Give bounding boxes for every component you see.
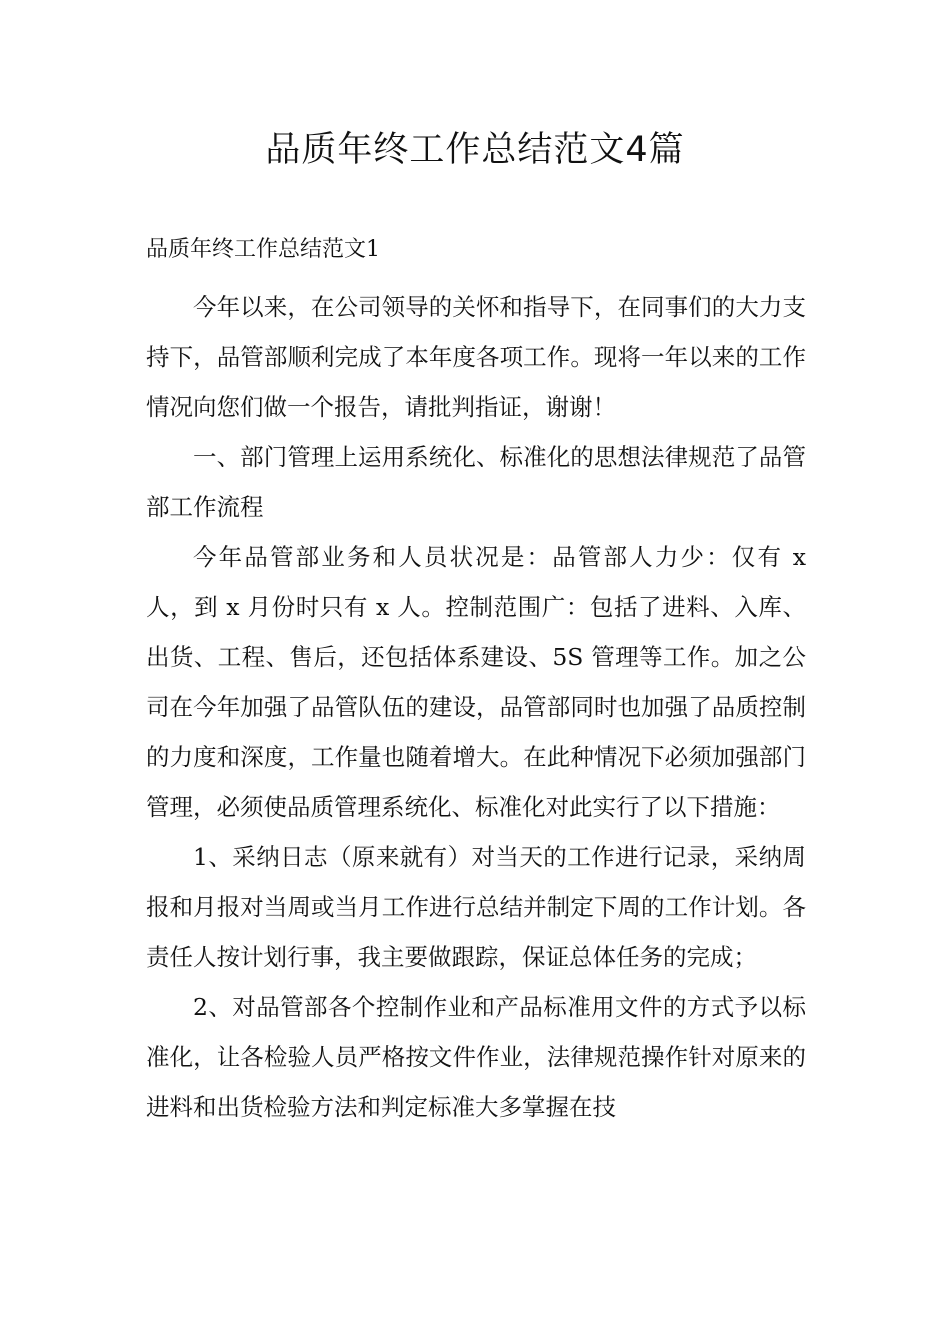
paragraph-measure-1: 1、采纳日志（原来就有）对当天的工作进行记录，采纳周报和月报对当周或当月工作进行总结并制定下周的工作计划。各责任人按计划行事，我主要做跟踪，保证总体任务的完成； — [146, 843, 806, 971]
paragraph-section-one-heading: 一、部门管理上运用系统化、标准化的思想法律规范了品管部工作流程 — [146, 443, 806, 521]
paragraph-measure-2: 2、对品管部各个控制作业和产品标准用文件的方式予以标准化，让各检验人员严格按文件作业，法律规范操作针对原来的进料和出货检验方法和判定标准大多掌握在技 — [146, 993, 806, 1121]
paragraph-intro: 今年以来，在公司领导的关怀和指导下，在同事们的大力支持下，品管部顺利完成了本年度各项工作。现将一年以来的工作情况向您们做一个报告，请批判指证，谢谢！ — [146, 293, 806, 421]
paragraph-department-status: 今年品管部业务和人员状况是：品管部人力少：仅有 x 人，到 x 月份时只有 x 人。控制范围广：包括了进料、入库、出货、工程、售后，还包括体系建设、5S 管理等工作。加之公司在今年加强了品管队伍的建设，品管部同时也加强了品质控制的力度和深度，工作量也随着增大。在此种情况下必须加强部门管理，必须使品质管理系统化、标准化对此实行了以下措施： — [146, 543, 806, 821]
document-title: 品质年终工作总结范文4篇 — [265, 130, 685, 170]
section-heading: 品质年终工作总结范文1 — [146, 237, 380, 262]
document-body — [146, 282, 806, 1132]
